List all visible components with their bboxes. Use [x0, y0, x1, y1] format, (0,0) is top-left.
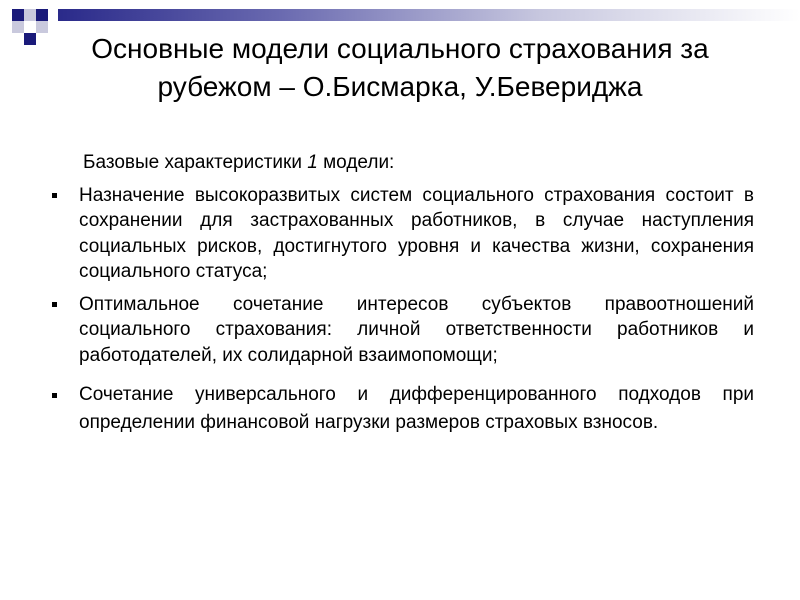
decor-square — [12, 9, 24, 21]
bullet-text: Оптимальное сочетание интересов субъектов правоотношений социального страхования: личной ответственности работников и работодателей, их солидарной взаимопомощи; — [79, 293, 754, 366]
subtitle-text: Базовые характеристики — [83, 152, 308, 173]
header-gradient-band — [58, 9, 800, 21]
square-bullet-icon — [52, 393, 57, 398]
decor-square — [12, 21, 24, 33]
subtitle-end: модели: — [317, 152, 395, 173]
slide-title: Основные модели социального страхования за рубежом – О.Бисмарка, У.Бевериджа — [91, 33, 709, 102]
square-bullet-icon — [52, 193, 57, 198]
decor-square — [24, 9, 36, 21]
slide-body — [46, 150, 754, 444]
square-bullet-icon — [52, 302, 57, 307]
bullet-text: Назначение высокоразвитых систем социального страхования состоит в сохранении для застрахованных работников, в случае наступления социальных рисков, достигнутого уровня и качества жизни, сохранения социального статуса; — [79, 184, 754, 282]
slide-subtitle — [83, 150, 754, 176]
bullet-item — [46, 381, 754, 437]
decor-square — [24, 33, 36, 45]
bullet-item — [46, 292, 754, 369]
bullet-list — [46, 183, 754, 438]
bullet-item — [46, 183, 754, 285]
subtitle-number: 1 — [307, 152, 318, 173]
decor-square — [36, 9, 48, 21]
bullet-text: Сочетание универсального и дифференцированного подходов при определении финансовой нагрузки размеров страховых взносов. — [79, 384, 754, 433]
